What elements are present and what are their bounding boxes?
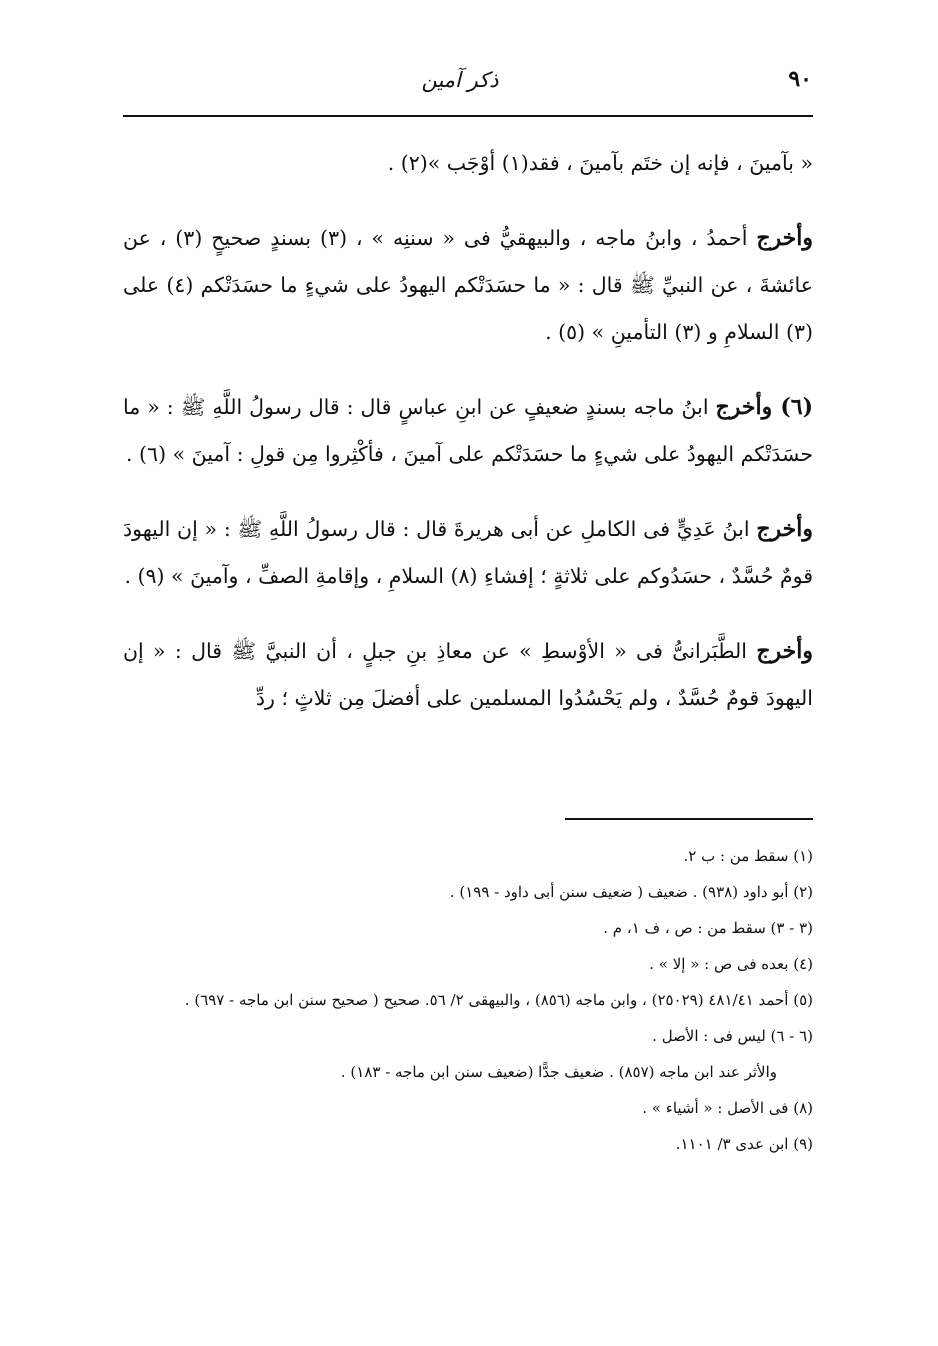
main-text <box>123 140 813 750</box>
paragraph-text: « بآمينَ ، فإنه إن ختَم بآمينَ ، فقد(١) أوْجَب »(٢) . <box>387 151 813 175</box>
header-rule <box>123 115 813 117</box>
footnote: (٤) بعده فى ص : « إلا » . <box>649 955 813 973</box>
footnote: والأثر عند ابن ماجه (٨٥٧) . ضعيف جدًّا (ضعيف سنن ابن ماجه - ١٨٣) . <box>340 1063 777 1081</box>
footnote: (٨) فى الأصل : « أشياء » . <box>642 1099 813 1117</box>
footnote-separator <box>565 818 813 820</box>
running-header-title: ذكر آمين <box>421 68 499 92</box>
footnote: (٣ - ٣) سقط من : ص ، ف ١، م . <box>603 919 813 937</box>
footnote: (٩) ابن عدى ٣/ ١١٠١. <box>675 1135 813 1153</box>
paragraph <box>123 384 813 478</box>
paragraph-text: ابنُ ماجه بسندٍ ضعيفٍ عن ابنِ عباسٍ قال : قال رسولُ اللَّهِ ﷺ : « ما حسَدَتْكم اليهودُ على شيءٍ ما حسَدَتْكم على آمينَ ، فأكْثِروا مِن قولِ : آمينَ » (٦) . <box>123 395 813 466</box>
footnotes <box>123 838 813 1162</box>
paragraph-lead: (٦) وأخرج <box>715 394 814 420</box>
footnote: (٢) أبو داود (٩٣٨) . ضعيف ( ضعيف سنن أبى داود - ١٩٩) . <box>449 883 813 901</box>
paragraph-lead: وأخرج <box>756 638 813 664</box>
footnote: (١) سقط من : ب ٢. <box>683 847 813 865</box>
paragraph <box>123 506 813 600</box>
paragraph-text: ابنُ عَدِيٍّ فى الكاملِ عن أبى هريرةَ قال : قال رسولُ اللَّهِ ﷺ : « إن اليهودَ قومٌ حُسَّدٌ ، حسَدُوكم على ثلاثةٍ ؛ إفشاءِ (٨) السلامِ ، وإقامةِ الصفِّ ، وآمينَ » (٩) . <box>123 517 813 588</box>
paragraph-lead: وأخرج <box>756 225 814 251</box>
footnote: (٦ - ٦) ليس فى : الأصل . <box>652 1027 813 1045</box>
paragraph <box>123 215 813 356</box>
paragraph <box>123 140 813 187</box>
paragraph <box>123 628 813 722</box>
footnote: (٥) أحمد ٤٨١/٤١ (٢٥٠٢٩) ، وابن ماجه (٨٥٦) ، والبيهقى ٢/ ٥٦. صحيح ( صحيح سنن ابن ماجه - ٦٩٧) . <box>184 991 813 1009</box>
paragraph-lead: وأخرج <box>756 516 813 542</box>
page-number: ٩٠ <box>788 66 812 92</box>
paragraph-text: الطَّبَرانىُّ فى « الأوْسطِ » عن معاذِ بنِ جبلٍ ، أن النبيَّ ﷺ قال : « إن اليهودَ قومٌ حُسَّدٌ ، ولم يَحْسُدُوا المسلمين على أفضلَ مِن ثلاثٍ ؛ ردِّ <box>123 639 813 710</box>
paragraph-text: أحمدُ ، وابنُ ماجه ، والبيهقيُّ فى « سننِه » ، (٣) بسندٍ صحيحٍ (٣) ، عن عائشةَ ، عن النبيِّ ﷺ قال : « ما حسَدَتْكم اليهودُ على شيءٍ ما حسَدَتْكم (٤) على (٣) السلامِ و (٣) التأمينِ » (٥) . <box>123 226 813 344</box>
